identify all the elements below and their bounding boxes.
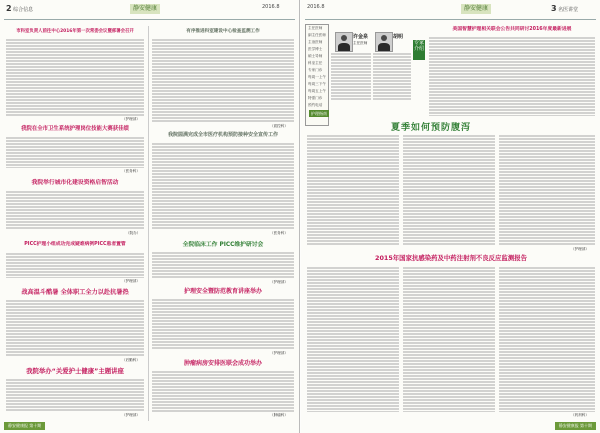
- doctor-name: 胡明: [393, 34, 404, 40]
- article-text: [307, 134, 399, 246]
- header-rule: [305, 19, 596, 20]
- headline: 我院在全市卫生系统护理岗位技能大赛获佳绩: [21, 126, 129, 132]
- masthead-logo: 静安健康: [461, 4, 491, 14]
- page-number: 3: [551, 4, 557, 13]
- column-divider: [148, 26, 149, 421]
- article-credit: （质控科）: [270, 124, 288, 128]
- masthead-logo: 静安健康: [130, 4, 160, 14]
- article-credit: （院办）: [126, 231, 141, 235]
- toc-tab: 专家介绍: [413, 40, 425, 60]
- feature-title: 夏季如何预防腹泻: [390, 123, 471, 133]
- headline: 我院圆满完成全市医疗机构预防接种安全宣传工作: [167, 132, 278, 138]
- article-text: [6, 299, 144, 357]
- article-credit: （护理部）: [270, 351, 288, 355]
- left-page-header: [6, 4, 33, 18]
- article-credit: （护理部）: [122, 279, 140, 283]
- article-text: [152, 370, 294, 412]
- article-text: [499, 266, 595, 412]
- article-text: [6, 378, 144, 412]
- right-page-header: [551, 4, 578, 18]
- article-credit: （药剂科）: [571, 413, 589, 417]
- article-text: [307, 266, 399, 412]
- headline: 全院临床工作 PICC维护研讨会: [182, 242, 264, 248]
- article-credit: （护理部）: [270, 280, 288, 284]
- issue-date: 2016.8: [262, 4, 280, 10]
- article-text: [152, 298, 294, 350]
- headline: 战高温斗酷暑 全体职工全力以赴抗暑热: [21, 289, 129, 296]
- article-text: [6, 190, 144, 230]
- headline: 我院举行城市化建设资格启智活动: [31, 180, 119, 186]
- doctor-bio: [373, 52, 411, 100]
- feature-tag: 护理指南: [311, 111, 327, 116]
- article-credit: （医务科）: [270, 231, 288, 235]
- headline: 肿瘤病房安排医联会成功举办: [183, 360, 262, 367]
- article-text: [6, 38, 144, 116]
- article-credit: （肿瘤科）: [270, 413, 288, 417]
- toc-left-box: 主任医师 副主任医师 主治医师 医学博士 硕士导师 科室主任 专家门诊 每周一上午 每周三下午 每周五上午 特需门诊 预约电话: [305, 24, 329, 126]
- article-text: [152, 142, 294, 230]
- article-credit: （医务科）: [122, 169, 140, 173]
- article-credit: （护理部）: [122, 413, 140, 417]
- article-text: [152, 38, 294, 123]
- article-credit: （护理部）: [571, 247, 589, 251]
- doctor-bio: [331, 52, 371, 100]
- right-page: [301, 0, 600, 433]
- doctor-title: 主任医师: [353, 41, 368, 45]
- report-title: 2015年国家抗感染药及中药注射剂不良反应监测报告: [375, 254, 527, 262]
- article-text: [499, 134, 595, 246]
- doctor-name: 许金泉: [353, 34, 369, 40]
- headline: PICC护理小组成功完成疑难病例PICC患者置管: [24, 242, 126, 247]
- header-rule: [4, 19, 295, 20]
- article-text: [6, 252, 144, 278]
- page-footer: 静安健康报 第十期: [4, 422, 45, 430]
- section-title: 综合信息: [13, 7, 34, 13]
- headline: 我院举办“关爱护士健康”主题讲座: [26, 367, 124, 375]
- page-number: 2: [6, 4, 12, 13]
- headline: 有序推进科室建设中心检查监测工作: [186, 29, 260, 34]
- doctor-photo: [335, 32, 353, 52]
- headline: 美国智慧护理相关联会公告共同研讨2016年度最新进展: [452, 27, 572, 32]
- doctor-photo: [375, 32, 393, 52]
- article-text: [6, 136, 144, 168]
- article-text: [403, 266, 495, 412]
- section-title: 名医讲堂: [558, 7, 579, 13]
- page-footer: 静安健康报 第十期: [555, 422, 596, 430]
- article-text: [152, 251, 294, 279]
- headline: 护理安全暨防范教育讲座举办: [183, 288, 262, 295]
- issue-date: 2016.8: [307, 4, 325, 10]
- article-text: [429, 36, 595, 116]
- article-text: [403, 134, 495, 246]
- headline: 市科室负责人前往中心2016年第一次常委会议暨部署会召开: [16, 29, 134, 34]
- article-credit: （护理部）: [122, 117, 140, 121]
- article-credit: （后勤科）: [122, 358, 140, 362]
